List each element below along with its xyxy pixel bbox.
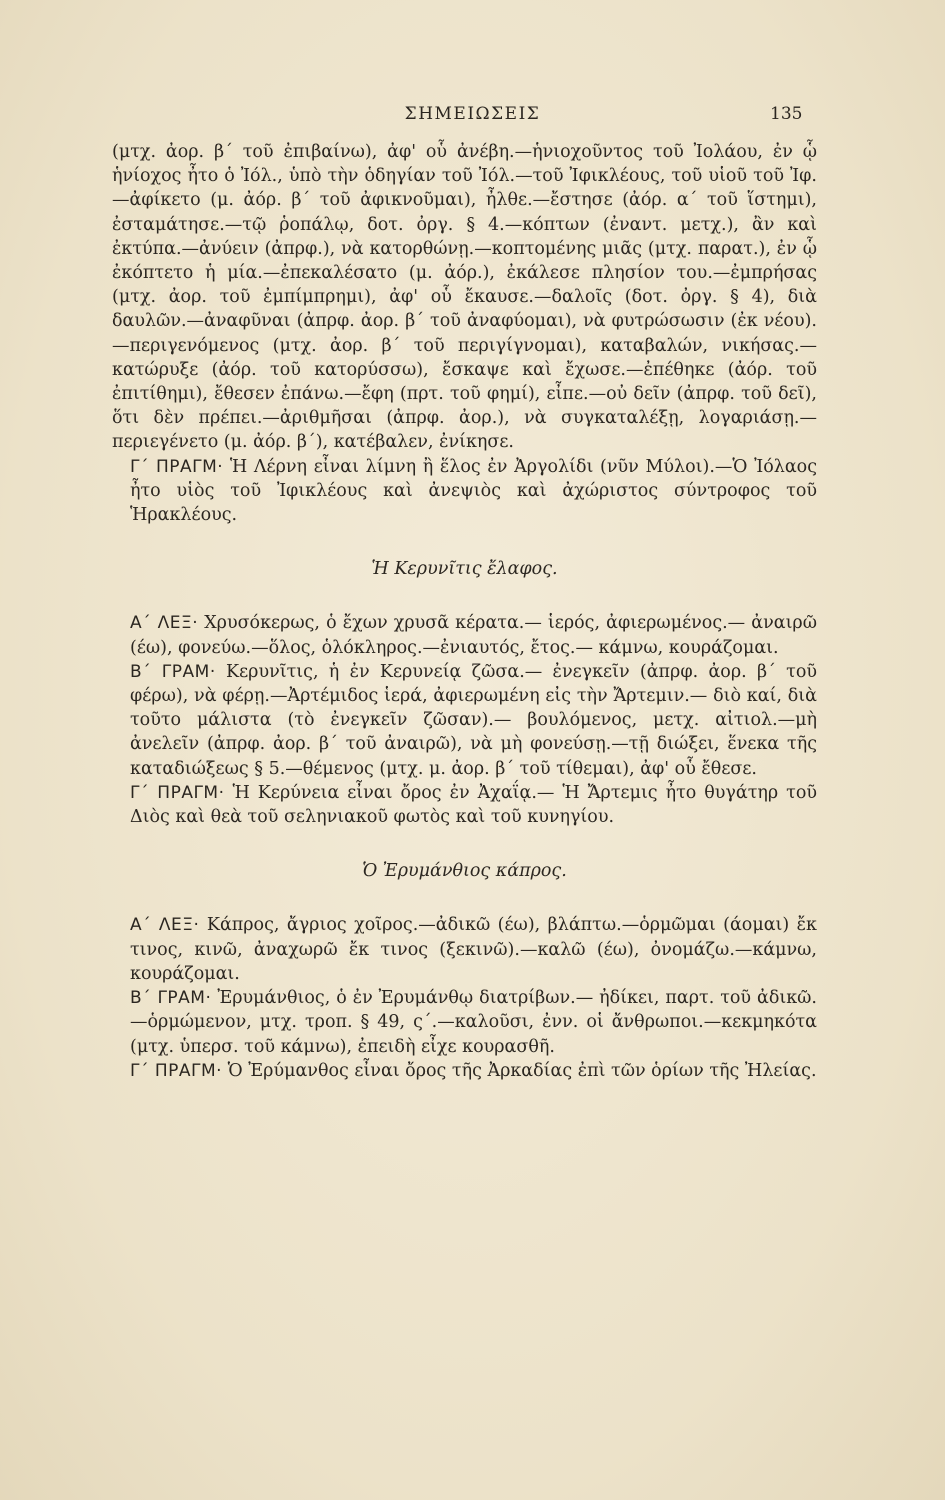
pragmatic-notes-lerna: [112, 455, 817, 528]
grammar-text: Κερυνῖτις, ἡ ἐν Κερυνείᾳ ζῶσα.— ἐνεγκεῖν (ἀπρφ. ἀορ. β΄ τοῦ φέρω), νὰ φέρῃ.—Ἀρτέμιδος ἱερά, ἀφιερωμένη εἰς τὴν Ἄρτεμιν.— διὸ καί, διὰ τοῦτο μάλιστα (τὸ ἐνεγκεῖν ζῶσαν).— βουλόμενος, μετχ. αἰτιολ.—μὴ ἀνελεῖν (ἀπρφ. ἀορ. β΄ τοῦ ἀναιρῶ), νὰ μὴ φονεύσῃ.—τῇ διώξει, ἕνεκα τῆς καταδιώξεως § 5.—θέμενος (μτχ. μ. ἀορ. β΄ τοῦ τίθεμαι), ἀφ' οὗ ἔθεσε.: [130, 661, 817, 779]
pragmatic-notes-boar: [112, 1059, 817, 1083]
section-label-lex: Α΄ ΛΕΞ·: [130, 915, 200, 936]
section-label-lex: Α΄ ΛΕΞ·: [130, 613, 199, 634]
section-label-prag: Γ΄ ΠΡΑΓΜ·: [130, 456, 224, 477]
section-label-prag: Γ΄ ΠΡΑΓΜ·: [130, 1060, 223, 1081]
lexical-text: Κάπρος, ἄγριος χοῖρος.—ἀδικῶ (έω), βλάπτω.—ὁρμῶμαι (άομαι) ἔκ τινος, κινῶ, ἀναχωρῶ ἔκ τινος (ξεκινῶ).—καλῶ (έω), ὀνομάζω.—κάμνω, κουράζομαι.: [130, 915, 817, 984]
section-heading-hind: Ἡ Κερυνῖτις ἔλαφος.: [371, 559, 558, 580]
running-header: ΣΗΜΕΙΩΣΕΙΣ: [404, 104, 541, 124]
grammar-notes-boar: [112, 986, 817, 1059]
lexical-notes-boar: [112, 913, 817, 986]
grammar-text: Ἐρυμάνθιος, ὁ ἐν Ἐρυμάνθῳ διατρίβων.— ἠδίκει, παρτ. τοῦ ἀδικῶ.—ὁρμώμενον, μτχ. τροπ. § 49, ς΄.—καλοῦσι, ἐνν. οἱ ἄνθρωποι.—κεκμηκότα (μτχ. ὑπερσ. τοῦ κάμνω), ἐπειδὴ εἶχε κουρασθῆ.: [130, 988, 817, 1057]
lexical-text: Χρυσόκερως, ὁ ἔχων χρυσᾶ κέρατα.— ἱερός, ἀφιερωμένος.— ἀναιρῶ (έω), φονεύω.—ὅλος, ὁλόκληρος.—ἐνιαυτός, ἔτος.— κάμνω, κουράζομαι.: [130, 613, 817, 658]
grammar-notes-hind: [112, 660, 817, 781]
pragmatic-text: Ἡ Λέρνη εἶναι λίμνη ἢ ἕλος ἐν Ἀργολίδι (νῦν Μύλοι).—Ὁ Ἰόλαος ἦτο υἱὸς τοῦ Ἰφικλέους καὶ ἀνεψιὸς καὶ ἀχώριστος σύντροφος τοῦ Ἡρακλέους.: [130, 456, 817, 526]
pragmatic-text: Ὁ Ἐρύμανθος εἶναι ὄρος τῆς Ἀρκαδίας ἐπὶ τῶν ὁρίων τῆς Ἠλείας.: [222, 1060, 817, 1081]
section-heading-boar: Ὁ Ἐρυμάνθιος κάπρος.: [362, 861, 567, 882]
page-number: 135: [770, 104, 803, 124]
page-body: [112, 140, 817, 1083]
section-label-gram: Β΄ ΓΡΑΜ·: [130, 988, 212, 1009]
section-label-gram: Β΄ ΓΡΑΜ·: [130, 661, 216, 682]
notes-paragraph-continued: (μτχ. ἀορ. β΄ τοῦ ἐπιβαίνω), ἀφ' οὗ ἀνέβη.—ἡνιοχοῦντος τοῦ Ἰολάου, ἐν ᾧ ἡνίοχος ἦτο ὁ Ἰόλ., ὑπὸ τὴν ὁδηγίαν τοῦ Ἰόλ.—τοῦ Ἰφικλέους, τοῦ υἱοῦ τοῦ Ἰφ.—ἀφίκετο (μ. ἀόρ. β΄ τοῦ ἀφικνοῦμαι), ἦλθε.—ἔστησε (ἀόρ. α΄ τοῦ ἵστημι), ἐσταμάτησε.—τῷ ῥοπάλῳ, δοτ. ὀργ. § 4.—κόπτων (ἐναντ. μετχ.), ἂν καὶ ἐκτύπα.—ἀνύειν (ἀπρφ.), νὰ κατορθώνῃ.—κοπτομένης μιᾶς (μτχ. παρατ.), ἐν ᾧ ἐκόπτετο ἡ μία.—ἐπεκαλέσατο (μ. ἀόρ.), ἐκάλεσε πλησίον του.—ἐμπρήσας (μτχ. ἀορ. τοῦ ἐμπίμπρημι), ἀφ' οὗ ἔκαυσε.—δαλοῖς (δοτ. ὀργ. § 4), διὰ δαυλῶν.—ἀναφῦναι (ἀπρφ. ἀορ. β΄ τοῦ ἀναφύομαι), νὰ φυτρώσωσιν (ἐκ νέου).—περιγενόμενος (μτχ. ἀορ. β΄ τοῦ περιγίγνομαι), καταβαλών, νικήσας.—κατώρυξε (ἀόρ. τοῦ κατορύσσω), ἔσκαψε καὶ ἔχωσε.—ἐπέθηκε (ἀόρ. τοῦ ἐπιτίθημι), ἔθεσεν ἐπάνω.—ἔφη (πρτ. τοῦ φημί), εἶπε.—οὐ δεῖν (ἀπρφ. τοῦ δεῖ), ὅτι δὲν πρέπει.—ἀριθμῆσαι (ἀπρφ. ἀορ.), νὰ συγκαταλέξῃ, λογαριάσῃ.—περιεγένετο (μ. ἀόρ. β΄), κατέβαλεν, ἐνίκησε.: [112, 142, 817, 453]
pragmatic-notes-hind: [112, 781, 817, 829]
pragmatic-text: Ἡ Κερύνεια εἶναι ὄρος ἐν Ἀχαΐᾳ.— Ἡ Ἄρτεμις ἦτο θυγάτηρ τοῦ Διὸς καὶ θεὰ τοῦ σεληνιακοῦ φωτὸς καὶ τοῦ κυνηγίου.: [130, 782, 817, 828]
lexical-notes-hind: [112, 611, 817, 659]
section-label-prag: Γ΄ ΠΡΑΓΜ·: [130, 782, 225, 803]
